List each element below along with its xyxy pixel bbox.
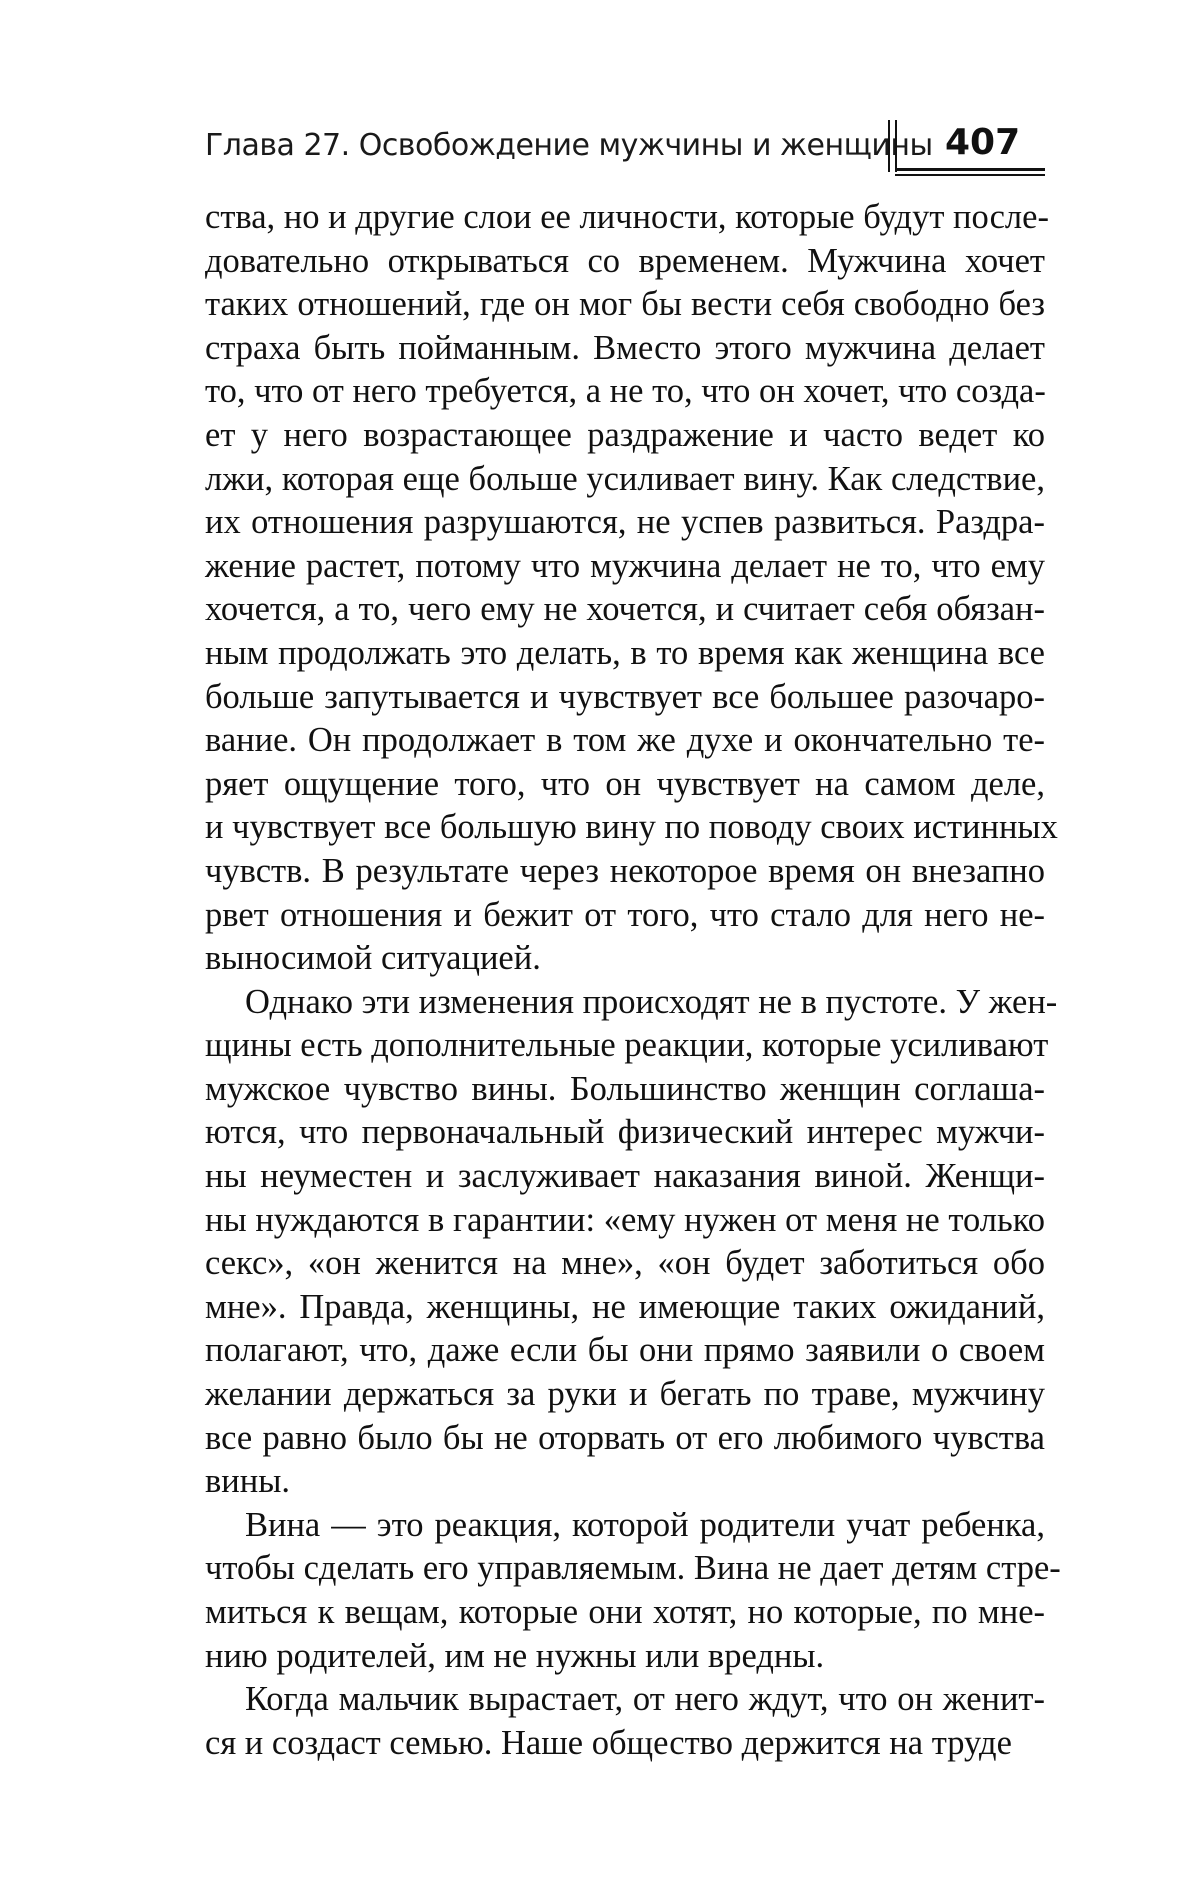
running-head: Глава 27. Освобождение мужчины и женщины	[205, 128, 933, 163]
text-line: довательно открываться со временем. Мужчина хочет	[205, 240, 1045, 284]
text-line: нию родителей, им не нужны или вредны.	[205, 1635, 1045, 1679]
text-line: Когда мальчик вырастает, от него ждут, что он женит-	[205, 1678, 1045, 1722]
text-line: хочется, а то, чего ему не хочется, и считает себя обязан-	[205, 588, 1045, 632]
header-vertical-rule	[888, 120, 897, 172]
text-line: ны неуместен и заслуживает наказания виной. Женщи-	[205, 1155, 1045, 1199]
text-line: ны нуждаются в гарантии: «ему нужен от меня не только	[205, 1199, 1045, 1243]
text-line: ства, но и другие слои ее личности, которые будут после-	[205, 196, 1045, 240]
text-line: Вина — это реакция, которой родители учат ребенка,	[205, 1504, 1045, 1548]
body-text	[205, 196, 1045, 1765]
text-line: страха быть пойманным. Вместо этого мужчина делает	[205, 327, 1045, 371]
text-line: щины есть дополнительные реакции, которые усиливают	[205, 1024, 1045, 1068]
text-line: ет у него возрастающее раздражение и часто ведет ко	[205, 414, 1045, 458]
page-header	[205, 118, 1045, 178]
text-line: мне». Правда, женщины, не имеющие таких ожиданий,	[205, 1286, 1045, 1330]
text-line: миться к вещам, которые они хотят, но которые, по мне-	[205, 1591, 1045, 1635]
text-line: вание. Он продолжает в том же духе и окончательно те-	[205, 719, 1045, 763]
text-line: то, что от него требуется, а не то, что он хочет, что созда-	[205, 370, 1045, 414]
text-line: чтобы сделать его управляемым. Вина не дает детям стре-	[205, 1547, 1045, 1591]
header-underline-thick	[895, 168, 1045, 171]
text-line: их отношения разрушаются, не успев развиться. Раздра-	[205, 501, 1045, 545]
text-line: жение растет, потому что мужчина делает не то, что ему	[205, 545, 1045, 589]
text-line: ются, что первоначальный физический интерес мужчи-	[205, 1111, 1045, 1155]
text-line: выносимой ситуацией.	[205, 937, 1045, 981]
text-line: больше запутывается и чувствует все большее разочаро-	[205, 676, 1045, 720]
text-line: мужское чувство вины. Большинство женщин соглаша-	[205, 1068, 1045, 1112]
text-line: Однако эти изменения происходят не в пустоте. У жен-	[205, 981, 1045, 1025]
text-line: вины.	[205, 1460, 1045, 1504]
text-line: ным продолжать это делать, в то время как женщина все	[205, 632, 1045, 676]
paragraph	[205, 1504, 1045, 1678]
header-underline-thin	[895, 174, 1045, 176]
paragraph	[205, 1678, 1045, 1765]
text-line: и чувствует все большую вину по поводу своих истинных	[205, 806, 1045, 850]
text-line: ся и создаст семью. Наше общество держится на труде	[205, 1722, 1045, 1766]
paragraph	[205, 196, 1045, 981]
text-line: ряет ощущение того, что он чувствует на самом деле,	[205, 763, 1045, 807]
text-line: таких отношений, где он мог бы вести себя свободно без	[205, 283, 1045, 327]
text-line: полагают, что, даже если бы они прямо заявили о своем	[205, 1329, 1045, 1373]
text-line: все равно было бы не оторвать от его любимого чувства	[205, 1417, 1045, 1461]
page-number: 407	[945, 122, 1020, 163]
paragraph	[205, 981, 1045, 1504]
text-line: желании держаться за руки и бегать по траве, мужчину	[205, 1373, 1045, 1417]
text-line: рвет отношения и бежит от того, что стало для него не-	[205, 894, 1045, 938]
text-line: секс», «он женится на мне», «он будет заботиться обо	[205, 1242, 1045, 1286]
text-line: чувств. В результате через некоторое время он внезапно	[205, 850, 1045, 894]
text-line: лжи, которая еще больше усиливает вину. Как следствие,	[205, 458, 1045, 502]
